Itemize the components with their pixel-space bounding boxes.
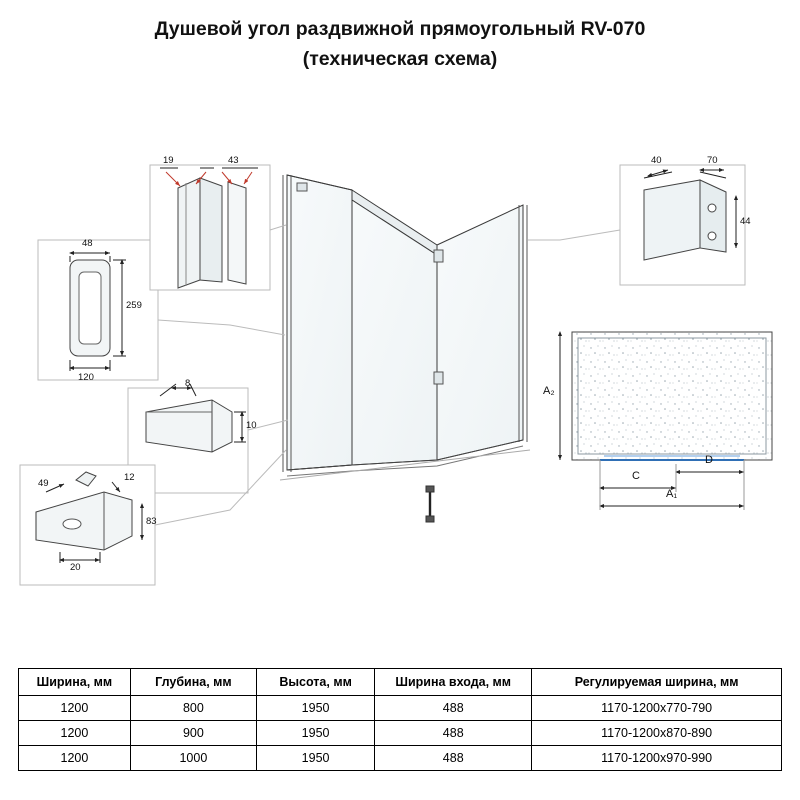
- table-header-row: [19, 669, 782, 696]
- cell-depth: 1000: [130, 746, 256, 771]
- bracket-dim-44: 44: [740, 216, 751, 227]
- callout-corner-bracket: [528, 165, 745, 285]
- enclosure-3d: [280, 175, 530, 522]
- cell-height: 1950: [256, 746, 374, 771]
- bracket-dim-70: 70: [707, 155, 718, 166]
- cell-adjustable: 1170-1200x970-990: [532, 746, 782, 771]
- page-title: [0, 14, 800, 74]
- handle-dim-120: 120: [78, 372, 94, 383]
- cell-width: 1200: [19, 746, 131, 771]
- cell-depth: 800: [130, 696, 256, 721]
- mount-dim-49: 49: [38, 478, 49, 489]
- cell-height: 1950: [256, 696, 374, 721]
- cell-height: 1950: [256, 721, 374, 746]
- plan-dim-d: D: [705, 454, 713, 466]
- plan-dim-a2: A₂: [543, 385, 555, 397]
- specifications-table: [18, 668, 782, 771]
- plan-dim-c: C: [632, 470, 640, 482]
- mount-dim-12: 12: [124, 472, 135, 483]
- title-line-1: Душевой угол раздвижной прямоугольный RV-070: [154, 18, 646, 40]
- mount-dim-83: 83: [146, 516, 157, 527]
- cell-width: 1200: [19, 721, 131, 746]
- cell-entry: 488: [375, 721, 532, 746]
- mount-dim-20: 20: [70, 562, 81, 573]
- table-header-adjustable: Регулируемая ширина, мм: [532, 669, 782, 696]
- technical-drawing: [0, 120, 800, 640]
- table-header-depth: Глубина, мм: [130, 669, 256, 696]
- table-header-width: Ширина, мм: [19, 669, 131, 696]
- table-row: [19, 721, 782, 746]
- cell-entry: 488: [375, 746, 532, 771]
- plan-dim-a1: A₁: [666, 488, 678, 500]
- cell-adjustable: 1170-1200x770-790: [532, 696, 782, 721]
- bracket-dim-40: 40: [651, 155, 662, 166]
- title-line-2: (техническая схема): [302, 48, 498, 70]
- table-row: [19, 696, 782, 721]
- table-header-height: Высота, мм: [256, 669, 374, 696]
- handle-dim-48: 48: [82, 238, 93, 249]
- callout-profile: [150, 165, 286, 290]
- table-header-entry-width: Ширина входа, мм: [375, 669, 532, 696]
- table-row: [19, 746, 782, 771]
- seal-dim-10: 10: [246, 420, 257, 431]
- handle-dim-259: 259: [126, 300, 142, 311]
- cell-entry: 488: [375, 696, 532, 721]
- plan-view: [560, 332, 772, 510]
- cell-width: 1200: [19, 696, 131, 721]
- seal-dim-8: 8: [185, 378, 191, 389]
- cell-depth: 900: [130, 721, 256, 746]
- cell-adjustable: 1170-1200x870-890: [532, 721, 782, 746]
- profile-dim-19: 19: [163, 155, 174, 166]
- drawing-svg: [0, 120, 800, 640]
- profile-dim-43: 43: [228, 155, 239, 166]
